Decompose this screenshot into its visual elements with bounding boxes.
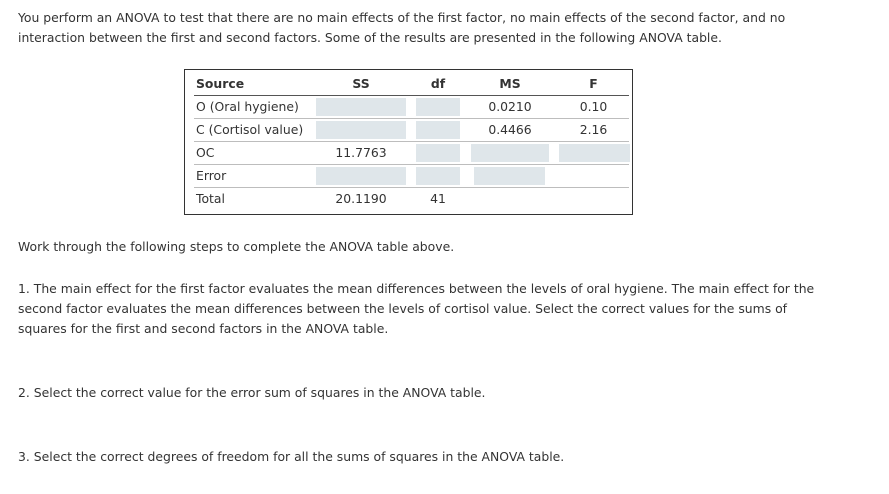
ss-value: 20.1190 xyxy=(335,191,387,206)
source-label: Total xyxy=(196,191,225,206)
df-dropdown-interaction[interactable] xyxy=(416,144,460,162)
f-value: 0.10 xyxy=(579,99,608,114)
step-1-text: 1. The main effect for the first factor evaluates the mean differences between the levels of oral hygiene. The main effect for the second factor evaluates the mean differences between the levels of cortisol value. Select the correct values for the sums of squares for the first and second factors in the ANOVA table. xyxy=(18,281,815,336)
ss-dropdown-cortisol-value[interactable] xyxy=(316,121,406,139)
step-2-text: 2. Select the correct value for the error sum of squares in the ANOVA table. xyxy=(18,385,486,400)
source-label: C (Cortisol value) xyxy=(196,122,304,137)
ss-dropdown-error[interactable] xyxy=(316,167,406,185)
intro-paragraph: You perform an ANOVA to test that there are no main effects of the first factor, no main effects of the second factor, and no interaction between the first and second factors. Some of the results are presented in the following ANOVA table. xyxy=(18,10,786,45)
header-ss: SS xyxy=(352,76,370,91)
header-df: df xyxy=(430,76,446,91)
df-value: 41 xyxy=(430,191,446,206)
ms-dropdown-error[interactable] xyxy=(474,167,545,185)
f-value: 2.16 xyxy=(579,122,608,137)
table-row-oral-hygiene xyxy=(194,96,629,119)
table-header-row xyxy=(194,73,629,96)
table-row-error xyxy=(194,165,629,188)
table-row-interaction xyxy=(194,142,629,165)
ms-dropdown-interaction[interactable] xyxy=(471,144,549,162)
header-source: Source xyxy=(196,76,245,91)
df-dropdown-cortisol-value[interactable] xyxy=(416,121,460,139)
table-row-total xyxy=(194,188,629,210)
f-dropdown-interaction[interactable] xyxy=(559,144,630,162)
df-dropdown-oral-hygiene[interactable] xyxy=(416,98,460,116)
ms-value: 0.4466 xyxy=(488,122,532,137)
source-label: O (Oral hygiene) xyxy=(196,99,299,114)
table-row-cortisol-value xyxy=(194,119,629,142)
ms-value: 0.0210 xyxy=(488,99,532,114)
df-dropdown-error[interactable] xyxy=(416,167,460,185)
ss-value: 11.7763 xyxy=(335,145,387,160)
source-label: OC xyxy=(196,145,215,160)
anova-table xyxy=(184,69,633,215)
header-f: F xyxy=(589,76,598,91)
step-3-text: 3. Select the correct degrees of freedom for all the sums of squares in the ANOVA table. xyxy=(18,449,565,464)
header-ms: MS xyxy=(499,76,521,91)
ss-dropdown-oral-hygiene[interactable] xyxy=(316,98,406,116)
source-label: Error xyxy=(196,168,227,183)
instructions-text: Work through the following steps to complete the ANOVA table above. xyxy=(18,239,455,254)
